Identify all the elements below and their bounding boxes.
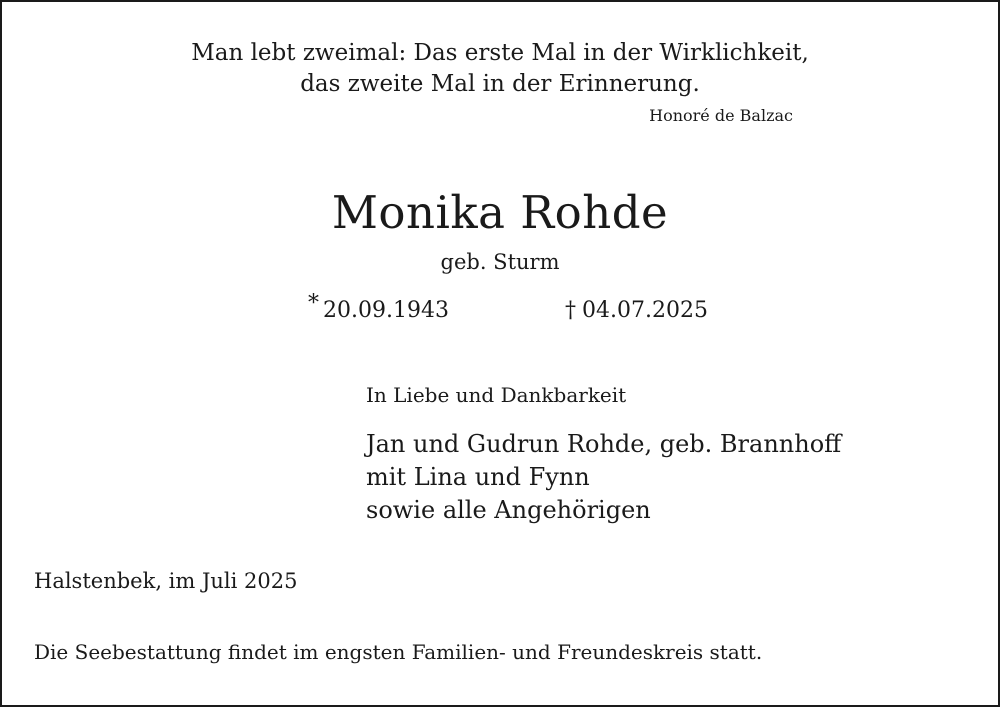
mourners-list bbox=[366, 428, 841, 527]
quote bbox=[0, 38, 1000, 100]
quote-author: Honoré de Balzac bbox=[649, 106, 793, 125]
mourner-line: mit Lina und Fynn bbox=[366, 463, 590, 491]
mourners-intro: In Liebe und Dankbarkeit bbox=[366, 383, 627, 407]
burial-notice: Die Seebestattung findet im engsten Familien- und Freundeskreis statt. bbox=[34, 640, 763, 664]
death-date: 04.07.2025 bbox=[582, 298, 708, 323]
quote-line: Man lebt zweimal: Das erste Mal in der Wirklichkeit, bbox=[191, 40, 809, 66]
birth-date: 20.09.1943 bbox=[323, 298, 449, 323]
death-date-line bbox=[565, 298, 708, 323]
mourner-line: sowie alle Angehörigen bbox=[366, 496, 651, 524]
birth-star-icon: * bbox=[308, 291, 319, 316]
quote-line: das zweite Mal in der Erinnerung. bbox=[300, 71, 700, 97]
place-and-date: Halstenbek, im Juli 2025 bbox=[34, 569, 298, 593]
birth-date-line bbox=[308, 291, 449, 323]
maiden-name: geb. Sturm bbox=[440, 250, 560, 274]
mourner-line: Jan und Gudrun Rohde, geb. Brannhoff bbox=[366, 430, 842, 458]
deceased-name: Monika Rohde bbox=[331, 186, 669, 239]
death-cross-icon: † bbox=[565, 298, 576, 323]
